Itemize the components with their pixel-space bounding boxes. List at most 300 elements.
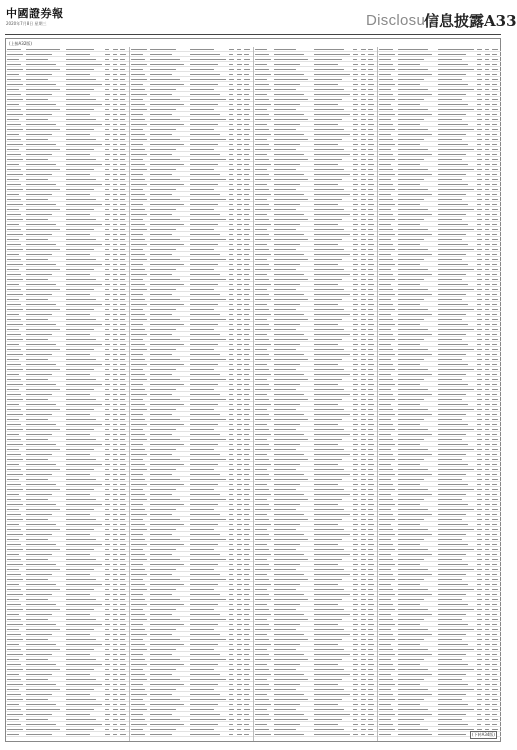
table-cell bbox=[398, 444, 420, 445]
table-cell bbox=[438, 184, 468, 185]
table-cell bbox=[26, 449, 60, 450]
table-cell bbox=[485, 719, 489, 720]
table-cell bbox=[150, 604, 184, 605]
table-cell bbox=[314, 444, 338, 445]
table-cell bbox=[255, 214, 267, 215]
table-cell bbox=[398, 694, 432, 695]
table-cell bbox=[398, 389, 428, 390]
table-cell bbox=[66, 289, 94, 290]
table-cell bbox=[485, 384, 490, 385]
table-cell bbox=[237, 289, 241, 290]
table-cell bbox=[368, 154, 374, 155]
table-cell bbox=[237, 504, 242, 505]
table-cell bbox=[7, 639, 23, 640]
table-cell bbox=[7, 359, 19, 360]
table-cell bbox=[368, 324, 374, 325]
table-cell bbox=[477, 119, 482, 120]
table-cell bbox=[244, 479, 250, 480]
table-cell bbox=[244, 189, 250, 190]
table-cell bbox=[485, 134, 490, 135]
table-cell bbox=[492, 164, 497, 165]
table-cell bbox=[113, 414, 117, 415]
table-cell bbox=[361, 514, 365, 515]
table-cell bbox=[379, 674, 391, 675]
table-cell bbox=[353, 514, 358, 515]
table-cell bbox=[353, 374, 358, 375]
table-cell bbox=[26, 154, 52, 155]
table-cell bbox=[379, 389, 391, 390]
table-cell bbox=[492, 394, 497, 395]
table-row bbox=[6, 732, 129, 737]
table-cell bbox=[105, 74, 110, 75]
table-cell bbox=[368, 429, 373, 430]
table-cell bbox=[255, 334, 267, 335]
table-cell bbox=[353, 199, 357, 200]
table-cell bbox=[190, 659, 226, 660]
table-cell bbox=[26, 309, 60, 310]
table-cell bbox=[150, 554, 172, 555]
table-cell bbox=[131, 384, 143, 385]
table-cell bbox=[274, 524, 300, 525]
table-cell bbox=[361, 519, 366, 520]
table-cell bbox=[314, 579, 342, 580]
table-cell bbox=[120, 579, 125, 580]
table-cell bbox=[237, 264, 242, 265]
table-cell bbox=[244, 119, 250, 120]
table-cell bbox=[190, 589, 214, 590]
table-cell bbox=[105, 509, 109, 510]
table-cell bbox=[229, 274, 233, 275]
table-cell bbox=[150, 199, 180, 200]
table-cell bbox=[150, 639, 180, 640]
table-cell bbox=[353, 119, 357, 120]
table-cell bbox=[379, 494, 391, 495]
table-cell bbox=[361, 664, 365, 665]
table-cell bbox=[255, 409, 267, 410]
table-cell bbox=[26, 139, 48, 140]
table-cell bbox=[368, 159, 373, 160]
table-cell bbox=[361, 354, 365, 355]
table-cell bbox=[131, 699, 143, 700]
table-cell bbox=[492, 229, 498, 230]
table-cell bbox=[229, 469, 234, 470]
table-cell bbox=[492, 464, 497, 465]
table-cell bbox=[274, 199, 308, 200]
table-cell bbox=[113, 629, 118, 630]
table-cell bbox=[361, 264, 365, 265]
table-cell bbox=[190, 414, 220, 415]
table-cell bbox=[492, 109, 498, 110]
table-cell bbox=[314, 724, 338, 725]
table-cell bbox=[361, 274, 365, 275]
table-cell bbox=[131, 689, 145, 690]
table-cell bbox=[361, 714, 365, 715]
table-cell bbox=[113, 534, 117, 535]
table-cell bbox=[485, 644, 490, 645]
table-cell bbox=[244, 694, 249, 695]
table-cell bbox=[105, 344, 110, 345]
table-cell bbox=[237, 344, 242, 345]
table-cell bbox=[438, 559, 462, 560]
table-cell bbox=[113, 339, 118, 340]
table-cell bbox=[274, 659, 308, 660]
table-cell bbox=[438, 704, 468, 705]
table-cell bbox=[438, 619, 462, 620]
table-cell bbox=[314, 209, 344, 210]
table-cell bbox=[66, 274, 90, 275]
table-cell bbox=[438, 269, 474, 270]
table-cell bbox=[229, 429, 234, 430]
table-cell bbox=[120, 154, 126, 155]
table-cell bbox=[120, 334, 126, 335]
table-cell bbox=[492, 579, 498, 580]
table-cell bbox=[274, 719, 308, 720]
table-cell bbox=[379, 574, 393, 575]
table-cell bbox=[368, 599, 373, 600]
table-cell bbox=[237, 244, 242, 245]
table-cell bbox=[131, 484, 147, 485]
table-cell bbox=[120, 294, 126, 295]
table-cell bbox=[190, 189, 214, 190]
table-cell bbox=[105, 414, 110, 415]
table-cell bbox=[113, 584, 117, 585]
table-cell bbox=[368, 549, 373, 550]
table-cell bbox=[314, 289, 344, 290]
table-cell bbox=[438, 464, 468, 465]
table-cell bbox=[477, 524, 481, 525]
table-cell bbox=[131, 99, 143, 100]
table-cell bbox=[274, 459, 308, 460]
table-cell bbox=[379, 234, 395, 235]
table-cell bbox=[229, 559, 234, 560]
table-cell bbox=[314, 184, 338, 185]
table-cell bbox=[379, 349, 393, 350]
table-cell bbox=[274, 84, 300, 85]
table-cell bbox=[26, 354, 52, 355]
table-cell bbox=[274, 214, 304, 215]
table-cell bbox=[353, 494, 358, 495]
table-cell bbox=[7, 439, 21, 440]
table-cell bbox=[274, 164, 300, 165]
table-cell bbox=[237, 619, 241, 620]
table-cell bbox=[66, 149, 94, 150]
table-cell bbox=[120, 534, 126, 535]
table-cell bbox=[66, 459, 96, 460]
table-cell bbox=[438, 379, 462, 380]
table-cell bbox=[492, 239, 498, 240]
table-cell bbox=[190, 259, 226, 260]
table-cell bbox=[477, 389, 482, 390]
table-cell bbox=[314, 689, 344, 690]
table-cell bbox=[314, 584, 338, 585]
table-cell bbox=[274, 629, 296, 630]
table-cell bbox=[398, 214, 432, 215]
table-cell bbox=[255, 569, 271, 570]
table-cell bbox=[477, 654, 481, 655]
table-cell bbox=[477, 454, 481, 455]
table-cell bbox=[131, 534, 143, 535]
table-cell bbox=[66, 534, 90, 535]
table-cell bbox=[477, 674, 481, 675]
table-cell bbox=[190, 514, 220, 515]
table-cell bbox=[492, 459, 498, 460]
table-cell bbox=[229, 549, 234, 550]
table-cell bbox=[120, 194, 126, 195]
table-cell bbox=[274, 269, 296, 270]
table-cell bbox=[492, 674, 497, 675]
table-cell bbox=[26, 469, 60, 470]
table-cell bbox=[26, 159, 48, 160]
table-cell bbox=[438, 299, 462, 300]
table-cell bbox=[398, 69, 428, 70]
table-cell bbox=[131, 724, 147, 725]
table-cell bbox=[7, 574, 21, 575]
table-cell bbox=[113, 184, 117, 185]
table-cell bbox=[120, 604, 126, 605]
table-cell bbox=[7, 474, 23, 475]
table-cell bbox=[353, 609, 357, 610]
table-cell bbox=[26, 239, 48, 240]
table-cell bbox=[190, 179, 226, 180]
table-cell bbox=[237, 574, 242, 575]
table-cell bbox=[477, 484, 481, 485]
table-cell bbox=[438, 304, 468, 305]
table-cell bbox=[7, 629, 19, 630]
table-cell bbox=[255, 59, 271, 60]
table-cell bbox=[120, 709, 125, 710]
table-cell bbox=[361, 629, 366, 630]
table-cell bbox=[492, 189, 498, 190]
table-cell bbox=[229, 489, 234, 490]
table-cell bbox=[131, 84, 143, 85]
table-cell bbox=[398, 554, 432, 555]
table-cell bbox=[485, 264, 490, 265]
table-cell bbox=[353, 699, 357, 700]
table-cell bbox=[274, 49, 296, 50]
table-cell bbox=[477, 204, 481, 205]
table-cell bbox=[190, 294, 220, 295]
table-cell bbox=[26, 534, 52, 535]
table-cell bbox=[379, 174, 395, 175]
table-cell bbox=[477, 184, 481, 185]
table-cell bbox=[492, 184, 497, 185]
table-cell bbox=[237, 249, 241, 250]
table-cell bbox=[120, 289, 125, 290]
table-cell bbox=[398, 489, 428, 490]
table-cell bbox=[113, 139, 118, 140]
table-cell bbox=[66, 409, 94, 410]
table-cell bbox=[492, 719, 498, 720]
table-cell bbox=[229, 164, 233, 165]
table-cell bbox=[113, 204, 117, 205]
table-cell bbox=[105, 284, 110, 285]
table-cell bbox=[438, 249, 474, 250]
table-cell bbox=[485, 554, 490, 555]
table-cell bbox=[274, 79, 308, 80]
table-cell bbox=[255, 134, 271, 135]
table-cell bbox=[379, 414, 395, 415]
table-cell bbox=[105, 444, 110, 445]
table-cell bbox=[150, 549, 176, 550]
table-cell bbox=[190, 134, 220, 135]
table-cell bbox=[492, 104, 497, 105]
table-cell bbox=[26, 424, 56, 425]
table-cell bbox=[229, 509, 234, 510]
table-cell bbox=[361, 529, 366, 530]
table-cell bbox=[229, 504, 233, 505]
table-cell bbox=[255, 369, 269, 370]
table-cell bbox=[120, 259, 125, 260]
table-cell bbox=[485, 444, 490, 445]
table-cell bbox=[66, 314, 90, 315]
table-cell bbox=[66, 724, 102, 725]
table-cell bbox=[477, 264, 481, 265]
table-cell bbox=[237, 409, 241, 410]
table-cell bbox=[368, 339, 373, 340]
table-cell bbox=[492, 259, 498, 260]
table-cell bbox=[314, 554, 350, 555]
table-cell bbox=[368, 304, 374, 305]
table-cell bbox=[255, 339, 269, 340]
table-cell bbox=[492, 614, 497, 615]
table-cell bbox=[379, 319, 393, 320]
table-cell bbox=[26, 434, 52, 435]
table-cell bbox=[120, 224, 126, 225]
table-cell bbox=[190, 304, 218, 305]
table-cell bbox=[244, 149, 250, 150]
table-cell bbox=[150, 669, 176, 670]
table-cell bbox=[244, 229, 250, 230]
table-cell bbox=[438, 334, 466, 335]
table-cell bbox=[477, 104, 481, 105]
table-cell bbox=[66, 269, 94, 270]
table-cell bbox=[314, 104, 338, 105]
table-cell bbox=[150, 129, 176, 130]
table-cell bbox=[477, 449, 482, 450]
table-cell bbox=[398, 429, 428, 430]
table-cell bbox=[398, 384, 420, 385]
table-cell bbox=[485, 59, 489, 60]
table-cell bbox=[120, 234, 126, 235]
table-cell bbox=[353, 439, 357, 440]
table-cell bbox=[353, 339, 357, 340]
table-cell bbox=[361, 589, 366, 590]
table-cell bbox=[379, 669, 395, 670]
table-cell bbox=[398, 244, 420, 245]
table-cell bbox=[353, 389, 357, 390]
table-cell bbox=[353, 549, 357, 550]
table-cell bbox=[7, 554, 19, 555]
table-cell bbox=[438, 139, 462, 140]
table-cell bbox=[237, 374, 242, 375]
table-cell bbox=[492, 589, 498, 590]
table-cell bbox=[105, 594, 110, 595]
table-cell bbox=[7, 604, 21, 605]
table-cell bbox=[398, 469, 428, 470]
table-cell bbox=[229, 379, 234, 380]
table-cell bbox=[379, 114, 395, 115]
table-cell bbox=[150, 529, 176, 530]
table-cell bbox=[379, 539, 391, 540]
table-cell bbox=[274, 159, 308, 160]
table-cell bbox=[66, 494, 90, 495]
table-cell bbox=[120, 164, 126, 165]
table-cell bbox=[26, 394, 52, 395]
table-cell bbox=[229, 659, 234, 660]
table-cell bbox=[314, 504, 338, 505]
table-cell bbox=[492, 654, 497, 655]
table-cell bbox=[7, 59, 19, 60]
table-cell bbox=[229, 359, 234, 360]
table-cell bbox=[237, 294, 242, 295]
table-cell bbox=[314, 574, 350, 575]
table-cell bbox=[229, 694, 233, 695]
table-cell bbox=[255, 209, 271, 210]
table-cell bbox=[66, 239, 96, 240]
table-cell bbox=[368, 724, 374, 725]
table-cell bbox=[26, 179, 48, 180]
table-cell bbox=[438, 489, 474, 490]
table-cell bbox=[150, 334, 172, 335]
table-cell bbox=[131, 314, 145, 315]
table-cell bbox=[7, 414, 23, 415]
table-cell bbox=[477, 74, 481, 75]
table-cell bbox=[244, 719, 250, 720]
table-cell bbox=[113, 389, 118, 390]
table-cell bbox=[477, 409, 482, 410]
table-cell bbox=[131, 694, 147, 695]
table-cell bbox=[477, 219, 482, 220]
table-cell bbox=[120, 174, 126, 175]
table-cell bbox=[26, 564, 56, 565]
table-cell bbox=[379, 589, 393, 590]
table-cell bbox=[26, 229, 60, 230]
table-cell bbox=[314, 524, 338, 525]
table-cell bbox=[26, 689, 60, 690]
table-cell bbox=[113, 709, 118, 710]
table-cell bbox=[477, 544, 481, 545]
table-cell bbox=[492, 169, 498, 170]
table-cell bbox=[398, 409, 428, 410]
table-cell bbox=[492, 324, 497, 325]
table-cell bbox=[150, 369, 176, 370]
table-cell bbox=[190, 534, 220, 535]
table-cell bbox=[105, 174, 110, 175]
table-cell bbox=[26, 314, 52, 315]
table-cell bbox=[150, 204, 184, 205]
table-cell bbox=[190, 274, 220, 275]
table-cell bbox=[438, 639, 462, 640]
table-cell bbox=[485, 634, 490, 635]
table-cell bbox=[105, 394, 110, 395]
table-cell bbox=[274, 114, 304, 115]
table-cell bbox=[477, 644, 481, 645]
table-cell bbox=[237, 584, 242, 585]
table-cell bbox=[150, 299, 180, 300]
table-cell bbox=[361, 639, 366, 640]
table-cell bbox=[120, 254, 126, 255]
table-cell bbox=[229, 284, 233, 285]
table-cell bbox=[105, 714, 110, 715]
table-cell bbox=[274, 259, 308, 260]
table-cell bbox=[314, 79, 342, 80]
table-cell bbox=[7, 364, 21, 365]
table-cell bbox=[255, 359, 271, 360]
table-cell bbox=[477, 679, 482, 680]
table-cell bbox=[66, 99, 96, 100]
table-cell bbox=[229, 709, 234, 710]
table-cell bbox=[314, 734, 350, 735]
